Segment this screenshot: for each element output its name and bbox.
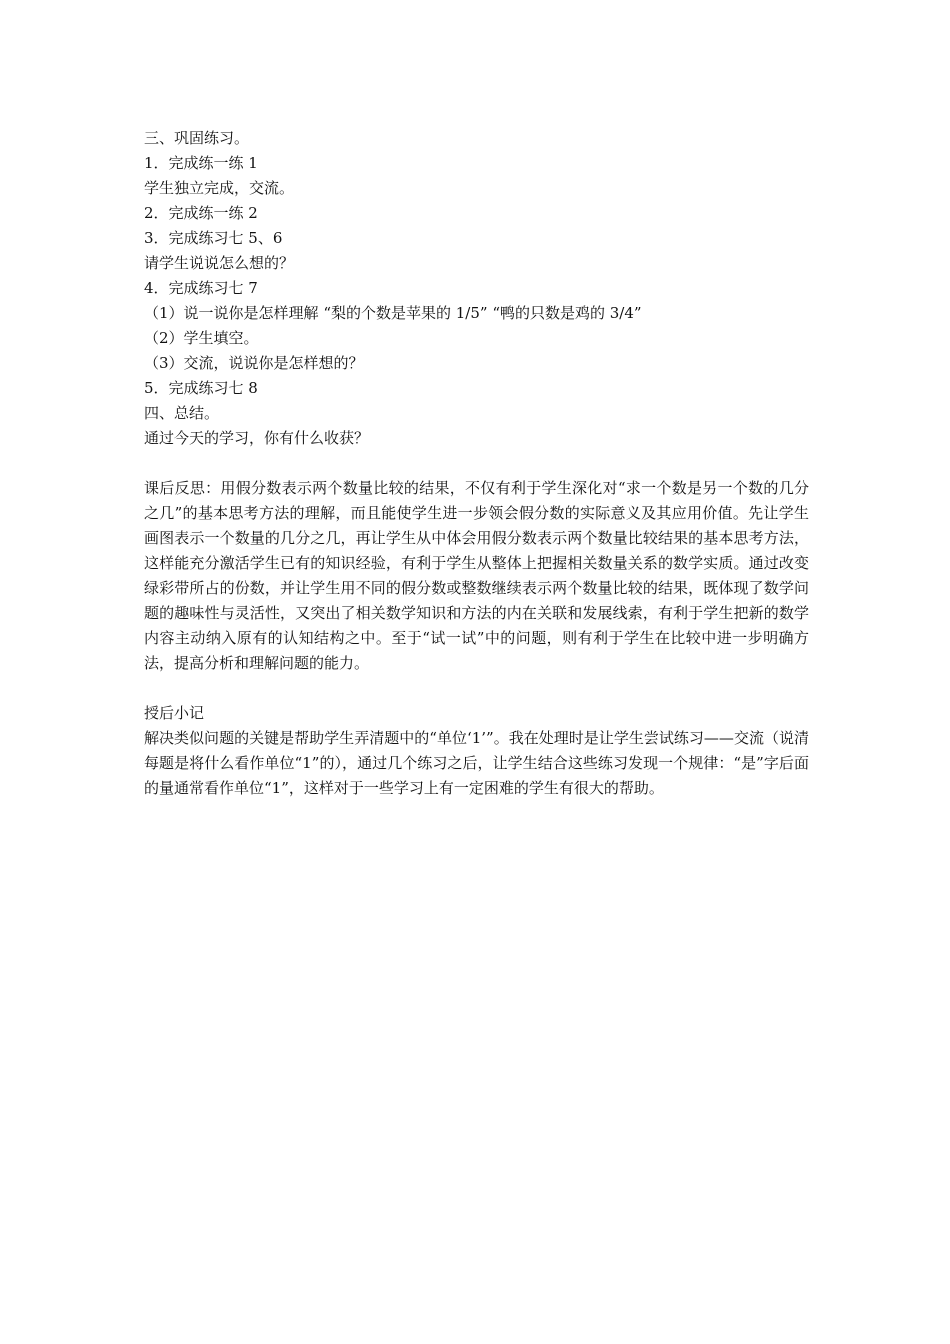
- notes-heading: 授后小记: [144, 704, 205, 722]
- document-body: [144, 126, 809, 801]
- practice-item: 4．完成练习七 7: [144, 279, 258, 297]
- practice-item: （3）交流，说说你是怎样想的？: [144, 354, 364, 372]
- practice-section: [144, 126, 809, 401]
- section-heading-summary: 四、总结。: [144, 404, 220, 422]
- blank-line: [144, 451, 809, 476]
- practice-item: 2．完成练一练 2: [144, 204, 258, 222]
- practice-item: 学生独立完成，交流。: [144, 179, 295, 197]
- practice-item: （1）说一说你是怎样理解 “梨的个数是苹果的 1/5” “鸭的只数是鸡的 3/4”: [144, 304, 642, 322]
- notes-paragraph: 解决类似问题的关键是帮助学生弄清题中的“单位‘1’”。我在处理时是让学生尝试练习——交流（说清每题是将什么看作单位“1”的），通过几个练习之后，让学生结合这些练习发现一个规律：“是”字后面的量通常看作单位“1”，这样对于一些学习上有一定困难的学生有很大的帮助。: [144, 729, 809, 797]
- summary-section: [144, 401, 809, 451]
- practice-item: 请学生说说怎么想的？: [144, 254, 295, 272]
- notes-section: [144, 701, 809, 801]
- practice-item: （2）学生填空。: [144, 329, 259, 347]
- practice-item: 1．完成练一练 1: [144, 154, 258, 172]
- summary-question: 通过今天的学习，你有什么收获？: [144, 429, 370, 447]
- practice-item: 3．完成练习七 5、6: [144, 229, 283, 247]
- blank-line: [144, 676, 809, 701]
- practice-item: 5．完成练习七 8: [144, 379, 258, 397]
- reflection-paragraph: 课后反思：用假分数表示两个数量比较的结果，不仅有利于学生深化对“求一个数是另一个数的几分之几”的基本思考方法的理解，而且能使学生进一步领会假分数的实际意义及其应用价值。先让学生画图表示一个数量的几分之几，再让学生从中体会用假分数表示两个数量比较结果的基本思考方法，这样能充分激活学生已有的知识经验，有利于学生从整体上把握相关数量关系的数学实质。通过改变绿彩带所占的份数，并让学生用不同的假分数或整数继续表示两个数量比较的结果，既体现了数学问题的趣味性与灵活性，又突出了相关数学知识和方法的内在关联和发展线索，有利于学生把新的数学内容主动纳入原有的认知结构之中。至于“试一试”中的问题，则有利于学生在比较中进一步明确方法，提高分析和理解问题的能力。: [144, 479, 809, 672]
- section-heading-practice: 三、巩固练习。: [144, 129, 250, 147]
